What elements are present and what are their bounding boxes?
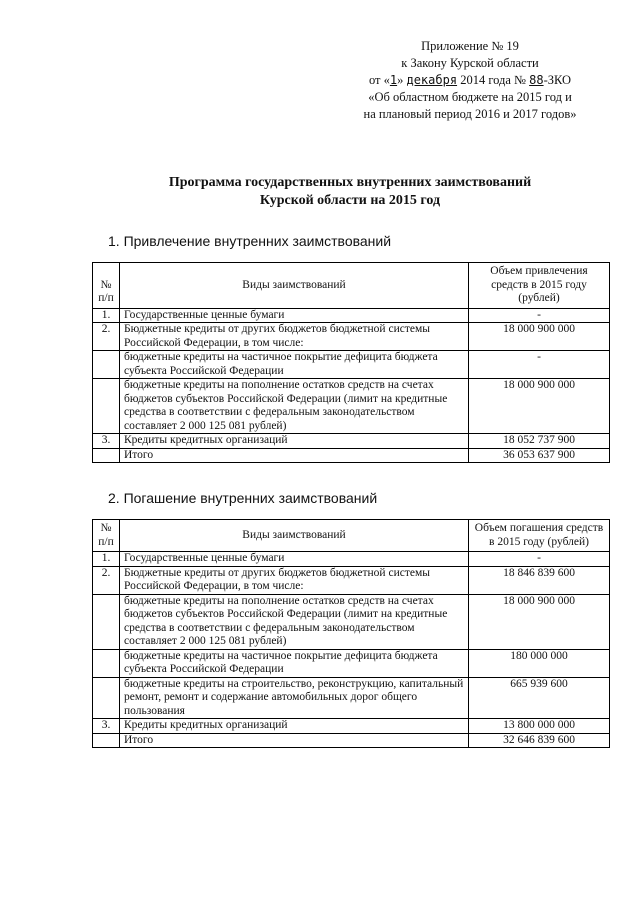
annex-line-3 [330, 72, 610, 89]
row-value: 18 052 737 900 [469, 434, 610, 449]
row-kind: Кредиты кредитных организаций [120, 434, 469, 449]
row-kind: Кредиты кредитных организаций [120, 719, 469, 734]
table-row [93, 308, 610, 323]
section-2-title: 2. Погашение внутренних заимствований [108, 490, 378, 506]
row-num: 2. [93, 566, 120, 594]
row-kind: бюджетные кредиты на строительство, реконструкцию, капитальный ремонт, ремонт и содержание автомобильных дорог общего пользования [120, 677, 469, 719]
row-value: 32 646 839 600 [469, 733, 610, 748]
annex-date-mid: » [397, 73, 404, 87]
row-value: 13 800 000 000 [469, 719, 610, 734]
row-kind: Государственные ценные бумаги [120, 308, 469, 323]
row-value: 665 939 600 [469, 677, 610, 719]
annex-date-prefix: от « [368, 73, 390, 87]
row-kind: Итого [120, 448, 469, 463]
table-row [93, 677, 610, 719]
row-num: 2. [93, 323, 120, 351]
table-header-row [93, 263, 610, 309]
row-kind: бюджетные кредиты на частичное покрытие дефицита бюджета субъекта Российской Федерации [120, 649, 469, 677]
row-num [93, 649, 120, 677]
row-kind: бюджетные кредиты на пополнение остатков средств на счетах бюджетов субъектов Российской Федерации (лимит на кредитные средства в соответствии с федеральным законодательством составляет 2 000 125 081 рублей) [120, 594, 469, 649]
annex-suffix: -ЗКО [543, 73, 572, 87]
row-value: - [469, 351, 610, 379]
annex-month: декабря [406, 73, 458, 87]
row-value: 180 000 000 [469, 649, 610, 677]
row-num: 3. [93, 434, 120, 449]
row-value: 18 846 839 600 [469, 566, 610, 594]
table-row [93, 379, 610, 434]
annex-line-5: на плановый период 2016 и 2017 годов» [363, 107, 577, 121]
annex-line-2: к Закону Курской области [401, 56, 539, 70]
repayment-table [92, 519, 610, 748]
row-num [93, 594, 120, 649]
header-value: Объем привлечения средств в 2015 году (рублей) [469, 263, 610, 309]
document-title-line-1: Программа государственных внутренних заимствований [168, 175, 532, 190]
row-num: 1. [93, 552, 120, 567]
table-header-row [93, 520, 610, 552]
row-value: 18 000 900 000 [469, 323, 610, 351]
header-kind: Виды заимствований [120, 520, 469, 552]
annex-header [330, 38, 610, 123]
table-row-total [93, 733, 610, 748]
document-title-line-2: Курской области на 2015 год [259, 193, 441, 208]
row-kind: Государственные ценные бумаги [120, 552, 469, 567]
annex-number: 88 [529, 73, 544, 87]
table-row [93, 323, 610, 351]
row-value: 18 000 900 000 [469, 379, 610, 434]
header-value: Объем погашения средств в 2015 году (рублей) [469, 520, 610, 552]
header-num: № п/п [93, 520, 120, 552]
row-num [93, 677, 120, 719]
row-kind: бюджетные кредиты на частичное покрытие дефицита бюджета субъекта Российской Федерации [120, 351, 469, 379]
row-num: 1. [93, 308, 120, 323]
header-kind: Виды заимствований [120, 263, 469, 309]
row-num [93, 733, 120, 748]
annex-year-text: 2014 года № [460, 73, 526, 87]
row-num: 3. [93, 719, 120, 734]
row-num [93, 379, 120, 434]
table-row-total [93, 448, 610, 463]
annex-line-1: Приложение № 19 [421, 39, 519, 53]
row-value: - [469, 308, 610, 323]
document-title [60, 174, 640, 210]
table-row [93, 552, 610, 567]
row-kind: бюджетные кредиты на пополнение остатков средств на счетах бюджетов субъектов Российской Федерации (лимит на кредитные средства в соответствии с федеральным законодательством составляет 2 000 125 081 рублей) [120, 379, 469, 434]
table-row [93, 594, 610, 649]
table-row [93, 351, 610, 379]
annex-day: 1 [389, 73, 398, 87]
row-value: 18 000 900 000 [469, 594, 610, 649]
table-row [93, 434, 610, 449]
row-num [93, 448, 120, 463]
annex-line-4: «Об областном бюджете на 2015 год и [368, 90, 572, 104]
table-row [93, 566, 610, 594]
row-kind: Бюджетные кредиты от других бюджетов бюджетной системы Российской Федерации, в том числе: [120, 323, 469, 351]
table-row [93, 719, 610, 734]
row-kind: Итого [120, 733, 469, 748]
header-num: № п/п [93, 263, 120, 309]
row-value: 36 053 637 900 [469, 448, 610, 463]
row-value: - [469, 552, 610, 567]
row-num [93, 351, 120, 379]
table-row [93, 649, 610, 677]
borrowing-table [92, 262, 610, 463]
row-kind: Бюджетные кредиты от других бюджетов бюджетной системы Российской Федерации, в том числе: [120, 566, 469, 594]
section-1-title: 1. Привлечение внутренних заимствований [108, 233, 392, 249]
